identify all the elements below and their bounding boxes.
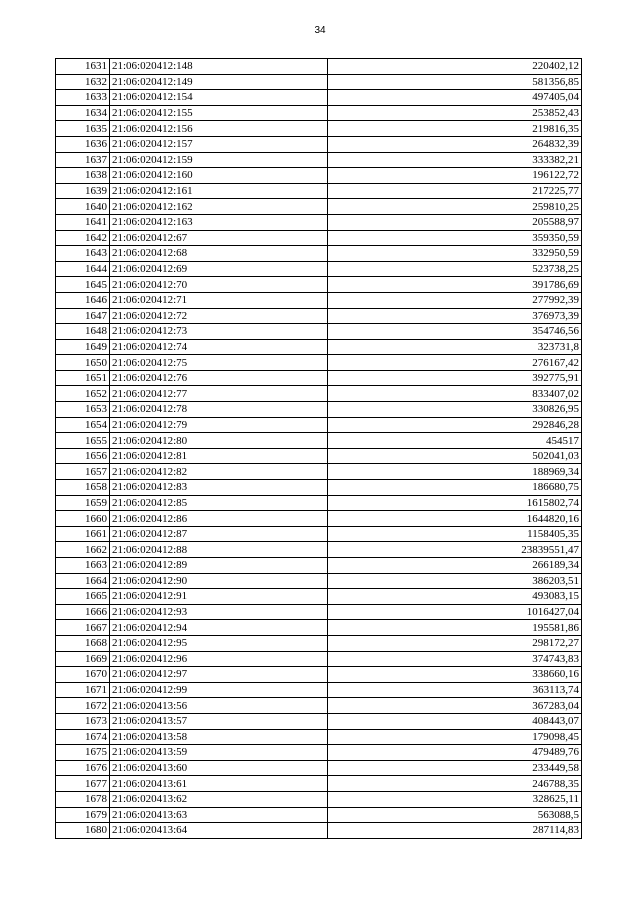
cadastral-value-cell: 246788,35 [328,776,582,792]
cadastral-number-cell: 21:06:020412:71 [110,292,328,308]
row-number-cell: 1636 [56,136,110,152]
table-row [56,355,582,371]
row-number-cell: 1672 [56,698,110,714]
cadastral-value-cell: 338660,16 [328,667,582,683]
table-row [56,402,582,418]
table-row [56,573,582,589]
row-number-cell: 1635 [56,121,110,137]
cadastral-value-cell: 220402,12 [328,59,582,75]
cadastral-number-cell: 21:06:020412:83 [110,480,328,496]
row-number-cell: 1670 [56,667,110,683]
cadastral-number-cell: 21:06:020412:161 [110,183,328,199]
row-number-cell: 1667 [56,620,110,636]
cadastral-number-cell: 21:06:020413:62 [110,791,328,807]
cadastral-number-cell: 21:06:020413:59 [110,745,328,761]
cadastral-number-cell: 21:06:020412:94 [110,620,328,636]
cadastral-value-cell: 323731,8 [328,339,582,355]
cadastral-number-cell: 21:06:020412:157 [110,136,328,152]
row-number-cell: 1660 [56,511,110,527]
cadastral-value-cell: 1158405,35 [328,526,582,542]
row-number-cell: 1675 [56,745,110,761]
row-number-cell: 1665 [56,589,110,605]
cadastral-value-cell: 292846,28 [328,417,582,433]
cadastral-value-cell: 266189,34 [328,558,582,574]
cadastral-number-cell: 21:06:020412:97 [110,667,328,683]
row-number-cell: 1631 [56,59,110,75]
cadastral-value-cell: 359350,59 [328,230,582,246]
cadastral-number-cell: 21:06:020412:91 [110,589,328,605]
cadastral-number-cell: 21:06:020413:61 [110,776,328,792]
row-number-cell: 1640 [56,199,110,215]
cadastral-value-cell: 298172,27 [328,635,582,651]
cadastral-value-cell: 188969,34 [328,464,582,480]
table-row [56,136,582,152]
cadastral-value-cell: 523738,25 [328,261,582,277]
cadastral-number-cell: 21:06:020412:72 [110,308,328,324]
cadastral-value-cell: 196122,72 [328,168,582,184]
table-row [56,620,582,636]
table-row [56,386,582,402]
cadastral-value-cell: 217225,77 [328,183,582,199]
cadastral-value-cell: 277992,39 [328,292,582,308]
cadastral-number-cell: 21:06:020412:82 [110,464,328,480]
table-row [56,339,582,355]
row-number-cell: 1662 [56,542,110,558]
cadastral-value-cell: 391786,69 [328,277,582,293]
table-row [56,448,582,464]
cadastral-value-cell: 363113,74 [328,682,582,698]
table-row [56,90,582,106]
cadastral-value-table [55,58,582,839]
cadastral-number-cell: 21:06:020412:76 [110,370,328,386]
cadastral-number-cell: 21:06:020412:96 [110,651,328,667]
row-number-cell: 1677 [56,776,110,792]
row-number-cell: 1663 [56,558,110,574]
table-row [56,168,582,184]
row-number-cell: 1645 [56,277,110,293]
cadastral-number-cell: 21:06:020412:73 [110,324,328,340]
table-row [56,807,582,823]
cadastral-value-cell: 333382,21 [328,152,582,168]
cadastral-number-cell: 21:06:020412:68 [110,246,328,262]
cadastral-value-cell: 287114,83 [328,823,582,839]
cadastral-number-cell: 21:06:020412:69 [110,261,328,277]
table-row [56,277,582,293]
cadastral-value-cell: 219816,35 [328,121,582,137]
table-row [56,246,582,262]
cadastral-number-cell: 21:06:020412:78 [110,402,328,418]
cadastral-value-cell: 833407,02 [328,386,582,402]
row-number-cell: 1649 [56,339,110,355]
cadastral-value-cell: 1644820,16 [328,511,582,527]
cadastral-value-cell: 386203,51 [328,573,582,589]
cadastral-value-cell: 581356,85 [328,74,582,90]
cadastral-value-cell: 23839551,47 [328,542,582,558]
cadastral-value-cell: 328625,11 [328,791,582,807]
cadastral-value-cell: 259810,25 [328,199,582,215]
row-number-cell: 1638 [56,168,110,184]
table-row [56,635,582,651]
cadastral-number-cell: 21:06:020412:149 [110,74,328,90]
cadastral-value-cell: 179098,45 [328,729,582,745]
row-number-cell: 1679 [56,807,110,823]
cadastral-number-cell: 21:06:020412:148 [110,59,328,75]
row-number-cell: 1676 [56,760,110,776]
cadastral-value-cell: 195581,86 [328,620,582,636]
table-row [56,199,582,215]
row-number-cell: 1653 [56,402,110,418]
table-row [56,745,582,761]
cadastral-number-cell: 21:06:020413:63 [110,807,328,823]
row-number-cell: 1634 [56,105,110,121]
row-number-cell: 1652 [56,386,110,402]
cadastral-number-cell: 21:06:020412:88 [110,542,328,558]
row-number-cell: 1664 [56,573,110,589]
cadastral-number-cell: 21:06:020412:154 [110,90,328,106]
table-row [56,558,582,574]
cadastral-number-cell: 21:06:020413:56 [110,698,328,714]
cadastral-number-cell: 21:06:020412:87 [110,526,328,542]
row-number-cell: 1650 [56,355,110,371]
row-number-cell: 1659 [56,495,110,511]
table-row [56,760,582,776]
row-number-cell: 1655 [56,433,110,449]
row-number-cell: 1644 [56,261,110,277]
cadastral-value-cell: 497405,04 [328,90,582,106]
row-number-cell: 1639 [56,183,110,199]
cadastral-number-cell: 21:06:020412:70 [110,277,328,293]
cadastral-value-cell: 376973,39 [328,308,582,324]
row-number-cell: 1643 [56,246,110,262]
table-row [56,713,582,729]
row-number-cell: 1658 [56,480,110,496]
cadastral-number-cell: 21:06:020412:89 [110,558,328,574]
table-row [56,698,582,714]
cadastral-value-cell: 253852,43 [328,105,582,121]
row-number-cell: 1680 [56,823,110,839]
table-row [56,776,582,792]
cadastral-number-cell: 21:06:020412:155 [110,105,328,121]
row-number-cell: 1674 [56,729,110,745]
row-number-cell: 1666 [56,604,110,620]
table-row [56,651,582,667]
row-number-cell: 1632 [56,74,110,90]
table-row [56,589,582,605]
cadastral-number-cell: 21:06:020413:57 [110,713,328,729]
cadastral-number-cell: 21:06:020413:64 [110,823,328,839]
row-number-cell: 1642 [56,230,110,246]
cadastral-number-cell: 21:06:020413:60 [110,760,328,776]
cadastral-value-cell: 264832,39 [328,136,582,152]
cadastral-value-cell: 1615802,74 [328,495,582,511]
cadastral-number-cell: 21:06:020412:74 [110,339,328,355]
cadastral-number-cell: 21:06:020412:156 [110,121,328,137]
cadastral-number-cell: 21:06:020412:77 [110,386,328,402]
cadastral-value-cell: 392775,91 [328,370,582,386]
cadastral-number-cell: 21:06:020412:159 [110,152,328,168]
row-number-cell: 1669 [56,651,110,667]
cadastral-number-cell: 21:06:020412:160 [110,168,328,184]
cadastral-number-cell: 21:06:020412:86 [110,511,328,527]
row-number-cell: 1648 [56,324,110,340]
cadastral-number-cell: 21:06:020413:58 [110,729,328,745]
row-number-cell: 1657 [56,464,110,480]
row-number-cell: 1656 [56,448,110,464]
table-row [56,105,582,121]
table-row [56,214,582,230]
cadastral-number-cell: 21:06:020412:163 [110,214,328,230]
table-row [56,152,582,168]
cadastral-value-cell: 354746,56 [328,324,582,340]
cadastral-number-cell: 21:06:020412:79 [110,417,328,433]
table-row [56,667,582,683]
row-number-cell: 1671 [56,682,110,698]
row-number-cell: 1651 [56,370,110,386]
cadastral-value-cell: 563088,5 [328,807,582,823]
table-body [56,59,582,839]
row-number-cell: 1678 [56,791,110,807]
row-number-cell: 1641 [56,214,110,230]
row-number-cell: 1637 [56,152,110,168]
cadastral-value-cell: 408443,07 [328,713,582,729]
table-row [56,526,582,542]
cadastral-number-cell: 21:06:020412:95 [110,635,328,651]
table-row [56,74,582,90]
cadastral-value-cell: 276167,42 [328,355,582,371]
table-row [56,183,582,199]
cadastral-number-cell: 21:06:020412:162 [110,199,328,215]
table-row [56,511,582,527]
cadastral-number-cell: 21:06:020412:67 [110,230,328,246]
cadastral-value-cell: 330826,95 [328,402,582,418]
table-row [56,791,582,807]
table-row [56,59,582,75]
table-row [56,370,582,386]
table-row [56,417,582,433]
row-number-cell: 1654 [56,417,110,433]
table-row [56,292,582,308]
page-number: 34 [314,25,326,36]
row-number-cell: 1661 [56,526,110,542]
row-number-cell: 1646 [56,292,110,308]
table-row [56,542,582,558]
cadastral-value-cell: 374743,83 [328,651,582,667]
table-row [56,480,582,496]
table-row [56,433,582,449]
cadastral-value-cell: 454517 [328,433,582,449]
cadastral-value-cell: 367283,04 [328,698,582,714]
cadastral-number-cell: 21:06:020412:90 [110,573,328,589]
row-number-cell: 1647 [56,308,110,324]
cadastral-value-cell: 493083,15 [328,589,582,605]
cadastral-value-cell: 186680,75 [328,480,582,496]
cadastral-number-cell: 21:06:020412:81 [110,448,328,464]
table-row [56,464,582,480]
row-number-cell: 1673 [56,713,110,729]
row-number-cell: 1668 [56,635,110,651]
cadastral-number-cell: 21:06:020412:75 [110,355,328,371]
cadastral-number-cell: 21:06:020412:93 [110,604,328,620]
cadastral-number-cell: 21:06:020412:85 [110,495,328,511]
table-row [56,729,582,745]
table-row [56,308,582,324]
table-row [56,495,582,511]
table-row [56,823,582,839]
table-row [56,682,582,698]
cadastral-value-cell: 479489,76 [328,745,582,761]
table-row [56,121,582,137]
table-row [56,261,582,277]
cadastral-value-cell: 1016427,04 [328,604,582,620]
row-number-cell: 1633 [56,90,110,106]
cadastral-value-cell: 502041,03 [328,448,582,464]
cadastral-value-cell: 233449,58 [328,760,582,776]
cadastral-value-cell: 332950,59 [328,246,582,262]
table-row [56,324,582,340]
cadastral-value-cell: 205588,97 [328,214,582,230]
table-row [56,604,582,620]
cadastral-number-cell: 21:06:020412:99 [110,682,328,698]
cadastral-number-cell: 21:06:020412:80 [110,433,328,449]
table-row [56,230,582,246]
